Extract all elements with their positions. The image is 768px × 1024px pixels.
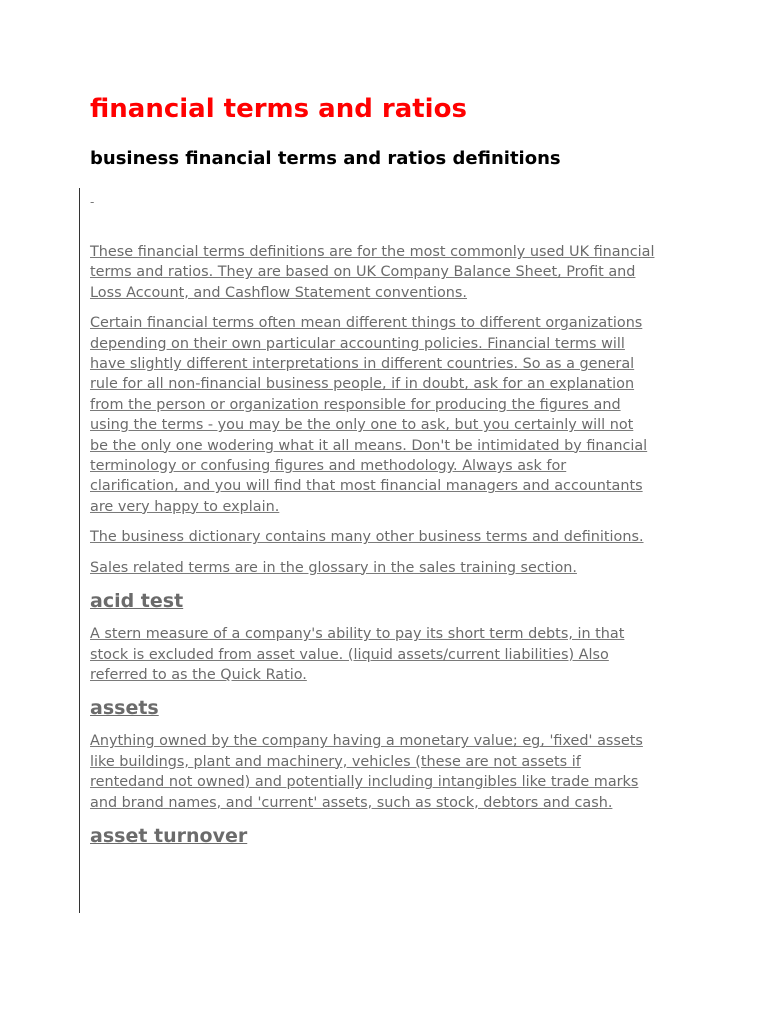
definition-line: stock is excluded from asset value. (liquid assets/current liabilities) Also [90,646,609,663]
intro-p2-line: using the terms - you may be the only one to ask, but you certainly will not [90,417,634,434]
intro-p1-line: terms and ratios. They are based on UK Company Balance Sheet, Profit and [90,264,636,281]
definition-line: referred to as the Quick Ratio. [90,666,307,683]
term-heading-asset-turnover[interactable]: asset turnover [90,824,248,847]
term-heading-acid-test[interactable]: acid test [90,590,184,613]
intro-p2-line: are very happy to explain. [90,498,280,515]
intro-paragraph-1[interactable] [90,242,690,303]
definition-line: rentedand not owned) and potentially including intangibles like trade marks [90,774,639,791]
intro-p2-line: depending on their own particular accounting policies. Financial terms will [90,335,625,352]
intro-p2-line: clarification, and you will find that most financial managers and accountants [90,478,643,495]
page-subtitle: business financial terms and ratios definitions [90,148,561,169]
definition-line: like buildings, plant and machinery, vehicles (these are not assets if [90,753,581,770]
sales-glossary-link[interactable] [90,558,690,578]
intro-p2-line: rule for all non-financial business people, if in doubt, ask for an explanation [90,376,635,393]
intro-p1-line: Loss Account, and Cashflow Statement conventions. [90,284,468,301]
content-column [90,192,690,859]
definition-line: Anything owned by the company having a monetary value; eg, 'fixed' assets [90,733,643,750]
intro-p3-line: The business dictionary contains many other business terms and definitions. [90,529,644,546]
spacer [90,212,690,242]
business-dictionary-link[interactable] [90,527,690,547]
intro-paragraph-2[interactable] [90,313,690,517]
definition-line: A stern measure of a company's ability to pay its short term debts, in that [90,626,625,643]
dash-marker: - [90,195,95,209]
intro-p2-line: be the only one wodering what it all means. Don't be intimidated by financial [90,437,648,454]
intro-p1-line: These financial terms definitions are for the most commonly used UK financial [90,244,655,260]
term-definition-acid-test[interactable] [90,624,690,685]
left-margin-rule [79,188,80,913]
intro-p2-line: Certain financial terms often mean different things to different organizations [90,315,643,332]
definition-line: and brand names, and 'current' assets, such as stock, debtors and cash. [90,794,613,811]
intro-p2-line: have slightly different interpretations in different countries. So as a general [90,356,635,373]
intro-p4-line: Sales related terms are in the glossary in the sales training section. [90,559,577,576]
intro-p2-line: terminology or confusing figures and methodology. Always ask for [90,458,567,475]
intro-p2-line: from the person or organization responsible for producing the figures and [90,396,621,413]
page-title: financial terms and ratios [90,94,467,124]
term-definition-assets[interactable] [90,731,690,813]
term-heading-assets[interactable]: assets [90,697,159,720]
